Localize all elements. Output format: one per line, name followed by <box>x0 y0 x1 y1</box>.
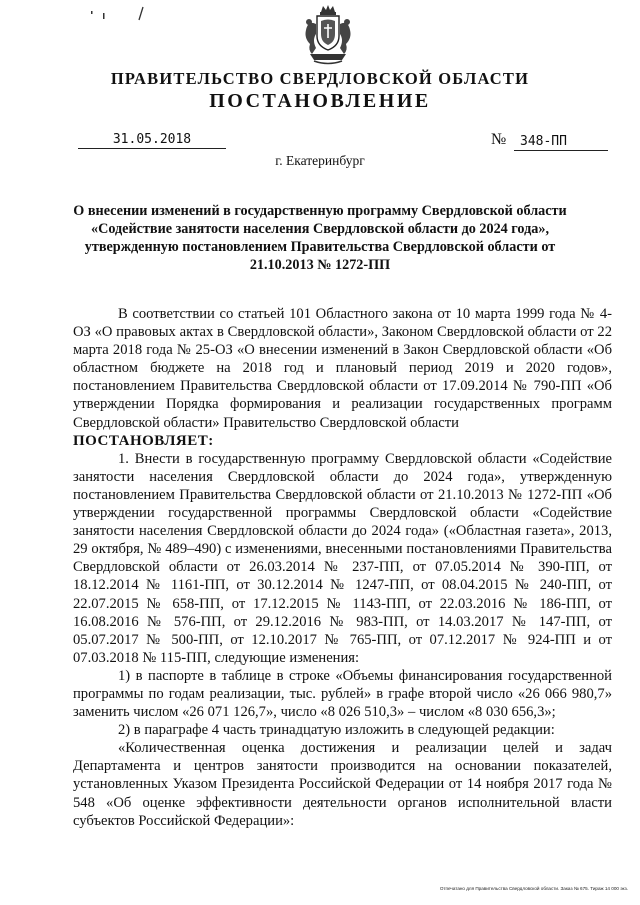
scan-marks <box>88 6 158 24</box>
document-type: ПОСТАНОВЛЕНИЕ <box>209 90 431 112</box>
document-body <box>73 305 612 830</box>
quoted-paragraph: «Количественная оценка достижения и реализации целей и задач Департамента и центров занятости производится на основании показателей, установленных Указом Президента Российской Федерации от 14 ноября 2017 года № 548 «Об оценке эффективности деятельности органов исполнительной власти субъектов Российской Федерации»: <box>73 740 612 829</box>
document-date: 31.05.2018 <box>78 132 226 149</box>
decree-word: ПОСТАНОВЛЯЕТ: <box>73 432 214 449</box>
print-footer-note: Отпечатано для Правительства Свердловской области. Заказ № 675. Тираж 14 000 экз. <box>439 886 628 891</box>
city: г. Екатеринбург <box>275 153 365 168</box>
subitem-2-paragraph: 2) в параграфе 4 часть тринадцатую изложить в следующей редакции: <box>118 722 555 739</box>
coat-of-arms-icon <box>300 4 356 66</box>
document-title: О внесении изменений в государственную программу Свердловской области «Содействие занятости населения Свердловской области до 2024 года», утвержденную постановлением Правительства Свердловской области от 21.10.2013 № 1272-ПП <box>73 203 567 273</box>
preamble-paragraph: В соответствии со статьей 101 Областного закона от 10 марта 1999 года № 4-ОЗ «О правовых актах в Свердловской области», Законом Свердловской области от 22 марта 2018 года № 25-ОЗ «О внесении изменений в Закон Свердловской области «Об областном бюджете на 2018 год и плановый период 2019 и 2020 годов», постановлением Правительства Свердловской области от 17.09.2014 № 790-ПП «Об утверждении Порядка формирования и реализации государственных программ Свердловской области» Правительство Свердловской области <box>73 306 612 431</box>
document-number: 348-ПП <box>514 134 608 151</box>
item-1-paragraph: 1. Внести в государственную программу Свердловской области «Содействие занятости населения Свердловской области до 2024 года», утвержденную постановлением Правительства Свердловской области от 21.10.2013 № 1272-ПП «Об утверждении государственной программы Свердловской области «Содействие занятости населения Свердловской области до 2024 года» («Областная газета», 2013, 29 октября, № 489–490) с изменениями, внесенными постановлениями Правительства Свердловской области от 26.03.2014 № 237-ПП, от 07.05.2014 № 390-ПП, от 18.12.2014 № 1161-ПП, от 30.12.2014 № 1247-ПП, от 08.04.2015 № 240-ПП, от 22.07.2015 № 658-ПП, от 17.12.2015 № 1143-ПП, от 22.03.2016 № 186-ПП, от 16.08.2016 № 576-ПП, от 29.12.2016 № 983-ПП, от 14.03.2017 № 147-ПП, от 05.07.2017 № 500-ПП, от 12.10.2017 № 765-ПП, от 07.12.2017 № 924-ПП и от 07.03.2018 № 115-ПП, следующие изменения: <box>73 450 612 666</box>
org-name: ПРАВИТЕЛЬСТВО СВЕРДЛОВСКОЙ ОБЛАСТИ <box>110 69 530 88</box>
number-label: № <box>491 131 507 148</box>
subitem-1-paragraph: 1) в паспорте в таблице в строке «Объемы финансирования государственной программы по годам реализации, тыс. рублей» в графе второй число «26 066 980,7» заменить числом «26 071 126,7», число «8 026 510,3» – числом «8 030 656,3»; <box>73 667 612 721</box>
